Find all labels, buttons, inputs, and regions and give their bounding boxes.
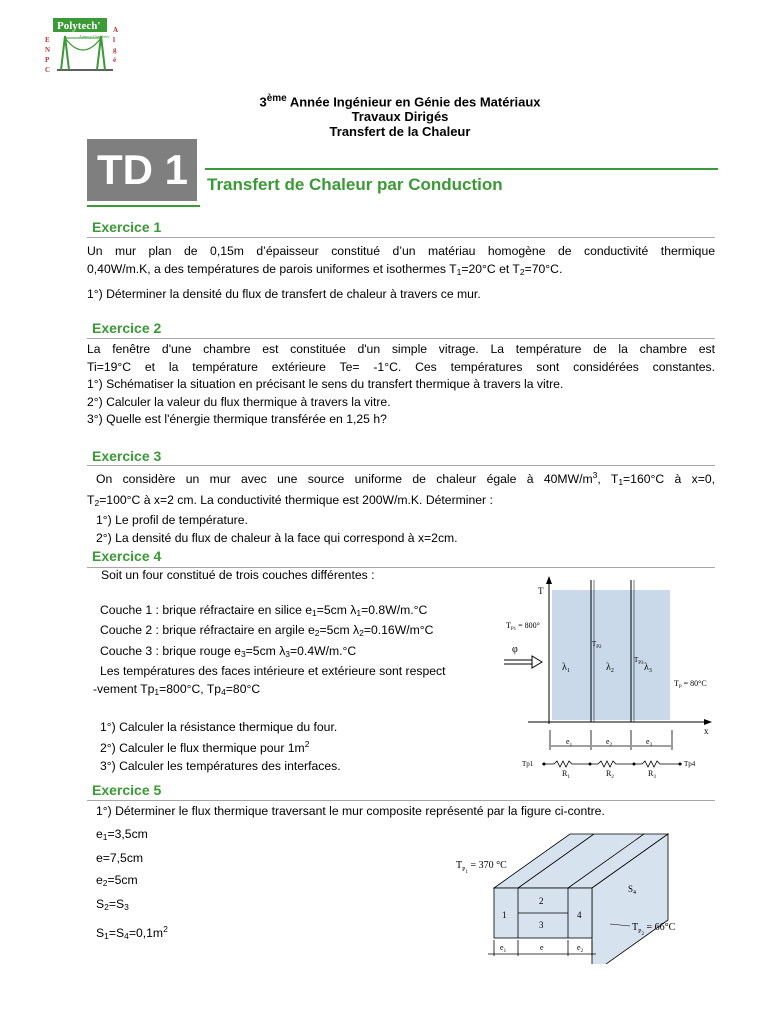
tp3-label: $T_{P3}$ <box>634 656 644 666</box>
ex4-question-2: 2°) Calculer le flux thermique pour $1m^2$ <box>100 739 310 756</box>
ex1-line-2: 0,40W/m.K, a des températures de parois uniformes et isothermes $T_1=20^\circ C$ et $T_2=70^\circ C$. <box>87 261 563 277</box>
block-2-label: 2 <box>539 896 544 906</box>
exercice-1-body <box>87 243 715 304</box>
exercice-4-title: Exercice 4 <box>92 548 162 564</box>
logo-brand: Polytech' <box>57 20 101 32</box>
logo-graphic <box>43 14 125 76</box>
exercice-3-rule <box>87 465 715 466</box>
exercice-5-title: Exercice 5 <box>92 782 162 798</box>
svg-text:P: P <box>45 56 50 64</box>
exercice-2-rule <box>87 338 715 339</box>
s4-label: $S_4$ <box>628 884 637 896</box>
r2-label: $R_2$ <box>606 769 614 780</box>
document-header <box>200 91 600 139</box>
ex5-value-e: e=7,5cm <box>96 851 144 866</box>
title-bottom-rule <box>87 205 200 207</box>
school-logo <box>43 14 125 76</box>
svg-text:é: é <box>113 56 117 64</box>
ex2-line-1: La fenêtre d'une chambre est constituée d'un simple vitrage. La température de la chambre est <box>87 342 715 356</box>
ex3-question-1: 1°) Le profil de température. <box>96 513 248 528</box>
e-ex5-label: e <box>540 943 544 952</box>
ex2-question-1: 1°) Schématiser la situation en précisant le sens du transfert thermique à travers la vitre. <box>87 377 564 392</box>
ex4-intro: Soit un four constitué de trois couches différentes : <box>101 568 375 582</box>
ex3-line-2: $T_2=100^\circ C$ à x=2 cm. La conductivité thermique est 200W/m.K. Déterminer : <box>87 492 493 508</box>
ex4-question-3: 3°) Calculer les températures des interfaces. <box>100 758 341 773</box>
svg-text:l: l <box>113 36 115 44</box>
exercice-5-question: 1°) Déterminer le flux thermique traversant le mur composite représenté par la figure ci-contre. <box>96 804 605 818</box>
ex5-value-e2: $e_2=5cm$ <box>96 872 138 888</box>
r-tp4-label: Tp4 <box>684 760 696 768</box>
header-line-3: Transfert de la Chaleur <box>329 124 471 140</box>
e2-label: $e_2$ <box>606 737 613 748</box>
td-title: Transfert de Chaleur par Conduction <box>207 175 503 194</box>
ex1-line-1: Un mur plan de 0,15m d’épaisseur constitué d’un matériau homogène de conductivité thermique <box>87 244 715 258</box>
exercice-4-body <box>93 567 516 775</box>
ex4-temperatures-2: -vement $Tp_1=800^\circ C$, $Tp_4=80^\circ C$ <box>93 681 261 697</box>
ex2-question-3: 3°) Quelle est l'énergie thermique transférée en 1,25 h? <box>87 412 387 427</box>
exercice-3-body <box>87 467 715 547</box>
e1-ex5-label: $e_1$ <box>500 943 507 954</box>
tp-label: $T_P = 80^\circ C$ <box>674 679 707 690</box>
ex2-question-2: 2°) Calculer la valeur du flux thermique à travers la vitre. <box>87 394 391 409</box>
four-layers-figure <box>498 574 720 780</box>
axis-x-label: x <box>704 726 709 736</box>
svg-text:g: g <box>113 46 117 54</box>
r3-label: $R_3$ <box>648 769 656 780</box>
e1-label: $e_1$ <box>566 737 573 748</box>
ex4-temperatures-1: Les températures des faces intérieure et extérieure sont respect <box>100 664 446 679</box>
exercice-2-title: Exercice 2 <box>92 320 162 336</box>
exercice-5-values <box>96 824 168 947</box>
ex4-couche-2: Couche 2 : brique réfractaire en argile $e_2=5cm$ $\lambda_2=0.16W/m^\circ C$ <box>100 623 434 639</box>
tp2-label: $T_{P2}$ <box>592 640 602 650</box>
exercice-1-title: Exercice 1 <box>92 219 162 235</box>
flux-phi-label: φ <box>512 644 518 655</box>
tp1-label: $T_{P1} = 800^\circ$ <box>506 621 540 632</box>
header-line-2: Travaux Dirigés <box>351 109 449 125</box>
block-1-label: 1 <box>502 910 507 920</box>
block-4-label: 4 <box>577 910 582 920</box>
axis-T-label: T <box>538 586 544 596</box>
r1-label: $R_1$ <box>562 769 570 780</box>
block-3-label: 3 <box>539 920 544 930</box>
resistance-circuit <box>542 761 682 767</box>
logo-sub: Annecy-Chambéry <box>79 34 110 39</box>
ex3-line-1: On considère un mur avec une source uniforme de chaleur égale à $40MW/m^3$, $T_1=160^\circ C$ à x=0, <box>96 470 715 488</box>
ex1-question-1: 1°) Déterminer la densité du flux de transfert de chaleur à travers ce mur. <box>87 287 481 302</box>
e3-label: $e_3$ <box>646 737 653 748</box>
r-tp1-label: Tp1 <box>522 760 534 768</box>
exercice-2-body <box>87 341 715 429</box>
svg-text:A: A <box>113 26 119 34</box>
composite-wall-figure <box>450 828 690 964</box>
svg-text:N: N <box>45 46 51 54</box>
ex2-line-2: Ti=19°C et la température extérieure Te= -1°C. Ces températures sont considérées constantes. <box>87 359 715 374</box>
lambda-2-label: $\lambda_2$ <box>606 662 614 674</box>
title-top-rule <box>205 168 718 170</box>
tp2-ex5-label: $T_{P2} = 66^\circ C$ <box>632 922 676 937</box>
td-number-box: TD 1 <box>87 139 197 201</box>
lambda-1-label: $\lambda_1$ <box>562 662 570 674</box>
svg-text:C: C <box>45 66 51 74</box>
ex5-value-e1: $e_1=3,5cm$ <box>96 827 148 842</box>
ex5-value-s2-s3: $S_2=S_3$ <box>96 897 129 913</box>
ex5-value-s1-s4: $S_1=S_4=0,1m^2$ <box>96 923 168 941</box>
lambda-3-label: $\lambda_3$ <box>644 662 652 674</box>
ex4-couche-1: Couche 1 : brique réfractaire en silice $e_1=5cm$ $\lambda_1=0.8W/m.^\circ C$ <box>100 602 428 618</box>
e2-ex5-label: $e_2$ <box>577 943 584 954</box>
wall-layers-area <box>552 590 670 720</box>
exercice-5-rule <box>87 800 715 801</box>
exercice-3-title: Exercice 3 <box>92 448 162 464</box>
logo-letter-e: E <box>45 36 50 44</box>
ex4-couche-3: Couche 3 : brique rouge $e_3=5cm$ $\lambda_3=0.4W/m.^\circ C$ <box>100 643 357 659</box>
ex3-question-2: 2°) La densité du flux de chaleur à la face qui correspond à x=2cm. <box>96 530 458 545</box>
tp1-ex5-label: $T_{P1} = 370$ °C <box>456 860 507 875</box>
header-line-1: 3ème Année Ingénieur en Génie des Matériaux <box>259 93 541 110</box>
exercice-1-rule <box>87 237 715 238</box>
ex4-question-1: 1°) Calculer la résistance thermique du four. <box>100 719 338 734</box>
